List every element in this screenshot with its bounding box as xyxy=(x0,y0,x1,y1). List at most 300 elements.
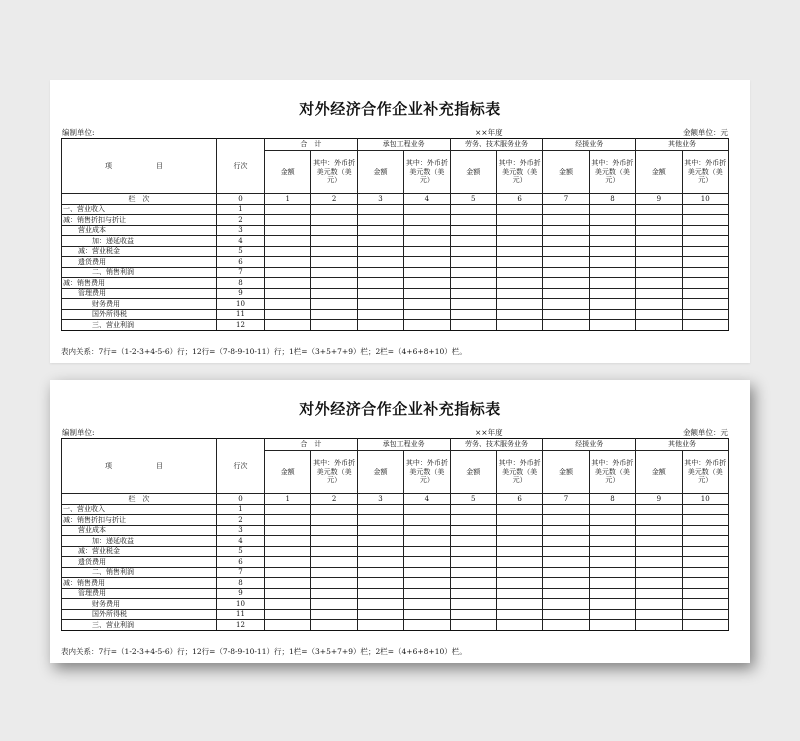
indicator-table xyxy=(61,438,729,631)
amount-unit-label: 金额单位：元 xyxy=(683,428,728,437)
amount-header: 金额 xyxy=(265,150,311,193)
amount-header: 金额 xyxy=(357,450,403,493)
value-cell[interactable] xyxy=(311,515,357,526)
value-cell[interactable] xyxy=(682,288,728,299)
value-cell[interactable] xyxy=(404,236,450,247)
value-cell[interactable] xyxy=(543,578,589,589)
value-cell[interactable] xyxy=(682,246,728,257)
value-cell[interactable] xyxy=(682,557,728,568)
item-header: 项 目 xyxy=(62,439,217,494)
value-cell[interactable] xyxy=(357,225,403,236)
value-cell[interactable] xyxy=(543,525,589,536)
table-row xyxy=(62,578,729,589)
value-cell[interactable] xyxy=(636,578,682,589)
value-cell[interactable] xyxy=(311,504,357,515)
value-cell[interactable] xyxy=(589,515,635,526)
value-cell[interactable] xyxy=(636,278,682,289)
value-cell[interactable] xyxy=(450,246,496,257)
foreign-currency-header: 其中：外币折美元数（美元） xyxy=(496,450,542,493)
value-cell[interactable] xyxy=(682,609,728,620)
value-cell[interactable] xyxy=(265,225,311,236)
value-cell[interactable] xyxy=(636,257,682,268)
row-number: 7 xyxy=(217,567,265,578)
value-cell[interactable] xyxy=(543,215,589,226)
row-label: 减：销售折扣与折让 xyxy=(62,515,217,526)
value-cell[interactable] xyxy=(636,320,682,331)
value-cell[interactable] xyxy=(311,546,357,557)
value-cell[interactable] xyxy=(311,536,357,547)
value-cell[interactable] xyxy=(496,515,542,526)
foreign-currency-header: 其中：外币折美元数（美元） xyxy=(682,450,728,493)
value-cell[interactable] xyxy=(450,236,496,247)
value-cell[interactable] xyxy=(682,546,728,557)
value-cell[interactable] xyxy=(496,578,542,589)
value-cell[interactable] xyxy=(357,204,403,215)
value-cell[interactable] xyxy=(589,299,635,310)
value-cell[interactable] xyxy=(496,588,542,599)
value-cell[interactable] xyxy=(682,525,728,536)
value-cell[interactable] xyxy=(450,567,496,578)
value-cell[interactable] xyxy=(496,536,542,547)
row-label: 加：递延收益 xyxy=(62,536,217,547)
value-cell[interactable] xyxy=(311,257,357,268)
value-cell[interactable] xyxy=(404,620,450,631)
value-cell[interactable] xyxy=(311,525,357,536)
value-cell[interactable] xyxy=(543,267,589,278)
value-cell[interactable] xyxy=(543,504,589,515)
table-row xyxy=(62,320,729,331)
value-cell[interactable] xyxy=(543,599,589,610)
value-cell[interactable] xyxy=(311,557,357,568)
value-cell[interactable] xyxy=(636,609,682,620)
value-cell[interactable] xyxy=(450,546,496,557)
table-row xyxy=(62,236,729,247)
value-cell[interactable] xyxy=(543,320,589,331)
table-row xyxy=(62,588,729,599)
value-cell[interactable] xyxy=(636,620,682,631)
value-cell[interactable] xyxy=(265,546,311,557)
value-cell[interactable] xyxy=(450,257,496,268)
value-cell[interactable] xyxy=(404,204,450,215)
value-cell[interactable] xyxy=(311,288,357,299)
value-cell[interactable] xyxy=(404,588,450,599)
table-row xyxy=(62,620,729,631)
row-label: 管理费用 xyxy=(62,588,217,599)
column-number: 7 xyxy=(543,194,589,205)
value-cell[interactable] xyxy=(682,257,728,268)
value-cell[interactable] xyxy=(589,588,635,599)
value-cell[interactable] xyxy=(311,215,357,226)
value-cell[interactable] xyxy=(265,236,311,247)
value-cell[interactable] xyxy=(357,309,403,320)
value-cell[interactable] xyxy=(265,620,311,631)
value-cell[interactable] xyxy=(636,567,682,578)
value-cell[interactable] xyxy=(311,578,357,589)
value-cell[interactable] xyxy=(357,620,403,631)
value-cell[interactable] xyxy=(543,557,589,568)
table-row xyxy=(62,225,729,236)
value-cell[interactable] xyxy=(450,620,496,631)
value-cell[interactable] xyxy=(682,536,728,547)
value-cell[interactable] xyxy=(543,236,589,247)
value-cell[interactable] xyxy=(404,246,450,257)
value-cell[interactable] xyxy=(357,536,403,547)
value-cell[interactable] xyxy=(682,215,728,226)
value-cell[interactable] xyxy=(589,309,635,320)
value-cell[interactable] xyxy=(311,320,357,331)
value-cell[interactable] xyxy=(404,557,450,568)
value-cell[interactable] xyxy=(357,609,403,620)
value-cell[interactable] xyxy=(265,278,311,289)
compiling-unit-label: 编制单位: xyxy=(62,428,95,437)
value-cell[interactable] xyxy=(357,288,403,299)
value-cell[interactable] xyxy=(682,267,728,278)
value-cell[interactable] xyxy=(682,278,728,289)
value-cell[interactable] xyxy=(682,504,728,515)
value-cell[interactable] xyxy=(404,578,450,589)
value-cell[interactable] xyxy=(682,578,728,589)
value-cell[interactable] xyxy=(589,278,635,289)
value-cell[interactable] xyxy=(543,588,589,599)
value-cell[interactable] xyxy=(636,236,682,247)
value-cell[interactable] xyxy=(265,504,311,515)
value-cell[interactable] xyxy=(589,620,635,631)
value-cell[interactable] xyxy=(543,299,589,310)
row-number: 8 xyxy=(217,278,265,289)
year-label: ××年度 xyxy=(475,428,503,437)
value-cell[interactable] xyxy=(636,299,682,310)
value-cell[interactable] xyxy=(682,515,728,526)
value-cell[interactable] xyxy=(543,257,589,268)
value-cell[interactable] xyxy=(450,504,496,515)
value-cell[interactable] xyxy=(265,320,311,331)
value-cell[interactable] xyxy=(357,267,403,278)
value-cell[interactable] xyxy=(636,515,682,526)
value-cell[interactable] xyxy=(404,536,450,547)
foreign-currency-header: 其中：外币折美元数（美元） xyxy=(404,150,450,193)
value-cell[interactable] xyxy=(265,288,311,299)
value-cell[interactable] xyxy=(543,567,589,578)
value-cell[interactable] xyxy=(311,567,357,578)
value-cell[interactable] xyxy=(682,320,728,331)
value-cell[interactable] xyxy=(357,504,403,515)
value-cell[interactable] xyxy=(311,599,357,610)
value-cell[interactable] xyxy=(589,546,635,557)
value-cell[interactable] xyxy=(311,267,357,278)
value-cell[interactable] xyxy=(450,588,496,599)
value-cell[interactable] xyxy=(589,267,635,278)
value-cell[interactable] xyxy=(265,309,311,320)
table-row xyxy=(62,515,729,526)
row-number: 12 xyxy=(217,620,265,631)
value-cell[interactable] xyxy=(404,309,450,320)
table-row xyxy=(62,599,729,610)
value-cell[interactable] xyxy=(450,515,496,526)
value-cell[interactable] xyxy=(404,267,450,278)
value-cell[interactable] xyxy=(357,515,403,526)
value-cell[interactable] xyxy=(589,257,635,268)
value-cell[interactable] xyxy=(311,309,357,320)
value-cell[interactable] xyxy=(265,204,311,215)
value-cell[interactable] xyxy=(357,320,403,331)
value-cell[interactable] xyxy=(265,246,311,257)
row-number: 11 xyxy=(217,609,265,620)
column-number: 6 xyxy=(496,194,542,205)
value-cell[interactable] xyxy=(265,578,311,589)
value-cell[interactable] xyxy=(589,225,635,236)
value-cell[interactable] xyxy=(404,504,450,515)
value-cell[interactable] xyxy=(404,320,450,331)
value-cell[interactable] xyxy=(589,599,635,610)
table-row xyxy=(62,557,729,568)
value-cell[interactable] xyxy=(450,536,496,547)
value-cell[interactable] xyxy=(450,278,496,289)
value-cell[interactable] xyxy=(543,546,589,557)
value-cell[interactable] xyxy=(265,267,311,278)
value-cell[interactable] xyxy=(589,536,635,547)
value-cell[interactable] xyxy=(311,299,357,310)
row-number: 4 xyxy=(217,236,265,247)
value-cell[interactable] xyxy=(636,225,682,236)
value-cell[interactable] xyxy=(496,257,542,268)
value-cell[interactable] xyxy=(543,620,589,631)
value-cell[interactable] xyxy=(589,504,635,515)
value-cell[interactable] xyxy=(589,578,635,589)
value-cell[interactable] xyxy=(636,525,682,536)
row-number: 5 xyxy=(217,546,265,557)
value-cell[interactable] xyxy=(589,288,635,299)
item-header: 项 目 xyxy=(62,139,217,194)
value-cell[interactable] xyxy=(682,204,728,215)
header-row xyxy=(62,139,729,151)
table-row xyxy=(62,567,729,578)
value-cell[interactable] xyxy=(357,246,403,257)
value-cell[interactable] xyxy=(682,309,728,320)
value-cell[interactable] xyxy=(404,257,450,268)
value-cell[interactable] xyxy=(450,215,496,226)
value-cell[interactable] xyxy=(265,536,311,547)
value-cell[interactable] xyxy=(496,225,542,236)
value-cell[interactable] xyxy=(636,267,682,278)
value-cell[interactable] xyxy=(496,546,542,557)
value-cell[interactable] xyxy=(543,309,589,320)
report-sheet-2 xyxy=(50,380,750,663)
value-cell[interactable] xyxy=(636,246,682,257)
value-cell[interactable] xyxy=(636,309,682,320)
value-cell[interactable] xyxy=(682,599,728,610)
value-cell[interactable] xyxy=(589,215,635,226)
value-cell[interactable] xyxy=(496,278,542,289)
value-cell[interactable] xyxy=(265,215,311,226)
value-cell[interactable] xyxy=(636,546,682,557)
table-row xyxy=(62,267,729,278)
value-cell[interactable] xyxy=(496,204,542,215)
value-cell[interactable] xyxy=(682,588,728,599)
value-cell[interactable] xyxy=(265,515,311,526)
value-cell[interactable] xyxy=(450,204,496,215)
value-cell[interactable] xyxy=(496,299,542,310)
value-cell[interactable] xyxy=(543,204,589,215)
value-cell[interactable] xyxy=(589,204,635,215)
row-label: 减：营业税金 xyxy=(62,546,217,557)
value-cell[interactable] xyxy=(404,525,450,536)
column-number-row xyxy=(62,194,729,205)
value-cell[interactable] xyxy=(496,609,542,620)
value-cell[interactable] xyxy=(311,609,357,620)
value-cell[interactable] xyxy=(636,588,682,599)
value-cell[interactable] xyxy=(682,620,728,631)
value-cell[interactable] xyxy=(404,567,450,578)
value-cell[interactable] xyxy=(265,257,311,268)
value-cell[interactable] xyxy=(543,225,589,236)
value-cell[interactable] xyxy=(496,236,542,247)
value-cell[interactable] xyxy=(357,567,403,578)
value-cell[interactable] xyxy=(496,246,542,257)
value-cell[interactable] xyxy=(450,578,496,589)
value-cell[interactable] xyxy=(636,504,682,515)
business-group-header: 劳务、技术服务业务 xyxy=(450,139,543,151)
value-cell[interactable] xyxy=(265,609,311,620)
value-cell[interactable] xyxy=(496,567,542,578)
column-number: 2 xyxy=(311,494,357,505)
value-cell[interactable] xyxy=(357,257,403,268)
row-label: 二、销售利润 xyxy=(62,567,217,578)
value-cell[interactable] xyxy=(450,599,496,610)
value-cell[interactable] xyxy=(357,578,403,589)
row-label: 二、销售利润 xyxy=(62,267,217,278)
value-cell[interactable] xyxy=(589,236,635,247)
value-cell[interactable] xyxy=(265,525,311,536)
value-cell[interactable] xyxy=(543,288,589,299)
value-cell[interactable] xyxy=(543,515,589,526)
value-cell[interactable] xyxy=(404,225,450,236)
amount-header: 金额 xyxy=(543,150,589,193)
value-cell[interactable] xyxy=(450,267,496,278)
value-cell[interactable] xyxy=(543,246,589,257)
value-cell[interactable] xyxy=(450,557,496,568)
value-cell[interactable] xyxy=(543,609,589,620)
value-cell[interactable] xyxy=(496,267,542,278)
row-number: 1 xyxy=(217,504,265,515)
value-cell[interactable] xyxy=(404,288,450,299)
report-sheet-1 xyxy=(50,80,750,363)
row-number: 3 xyxy=(217,225,265,236)
business-group-header: 合 计 xyxy=(265,139,358,151)
value-cell[interactable] xyxy=(357,278,403,289)
value-cell[interactable] xyxy=(404,278,450,289)
value-cell[interactable] xyxy=(450,525,496,536)
value-cell[interactable] xyxy=(682,236,728,247)
value-cell[interactable] xyxy=(450,320,496,331)
value-cell[interactable] xyxy=(357,236,403,247)
value-cell[interactable] xyxy=(636,599,682,610)
value-cell[interactable] xyxy=(357,299,403,310)
value-cell[interactable] xyxy=(357,215,403,226)
column-number: 1 xyxy=(265,494,311,505)
row-label: 财务费用 xyxy=(62,599,217,610)
value-cell[interactable] xyxy=(636,536,682,547)
business-group-header: 承包工程业务 xyxy=(357,439,450,451)
row-label: 三、营业利润 xyxy=(62,320,217,331)
value-cell[interactable] xyxy=(404,299,450,310)
value-cell[interactable] xyxy=(589,567,635,578)
value-cell[interactable] xyxy=(636,288,682,299)
row-label: 一、营业收入 xyxy=(62,204,217,215)
foreign-currency-header: 其中：外币折美元数（美元） xyxy=(589,450,635,493)
value-cell[interactable] xyxy=(496,557,542,568)
value-cell[interactable] xyxy=(589,557,635,568)
value-cell[interactable] xyxy=(357,599,403,610)
column-number: 8 xyxy=(589,194,635,205)
amount-header: 金额 xyxy=(357,150,403,193)
value-cell[interactable] xyxy=(311,588,357,599)
value-cell[interactable] xyxy=(404,515,450,526)
value-cell[interactable] xyxy=(682,225,728,236)
value-cell[interactable] xyxy=(311,236,357,247)
value-cell[interactable] xyxy=(265,557,311,568)
value-cell[interactable] xyxy=(450,609,496,620)
value-cell[interactable] xyxy=(636,204,682,215)
value-cell[interactable] xyxy=(450,225,496,236)
value-cell[interactable] xyxy=(636,557,682,568)
value-cell[interactable] xyxy=(496,320,542,331)
value-cell[interactable] xyxy=(589,609,635,620)
column-number: 7 xyxy=(543,494,589,505)
value-cell[interactable] xyxy=(589,320,635,331)
amount-unit-label: 金额单位：元 xyxy=(683,128,728,137)
value-cell[interactable] xyxy=(265,599,311,610)
value-cell[interactable] xyxy=(682,299,728,310)
column-number: 9 xyxy=(636,194,682,205)
value-cell[interactable] xyxy=(589,525,635,536)
value-cell[interactable] xyxy=(404,546,450,557)
value-cell[interactable] xyxy=(496,309,542,320)
value-cell[interactable] xyxy=(450,288,496,299)
value-cell[interactable] xyxy=(496,504,542,515)
value-cell[interactable] xyxy=(543,536,589,547)
value-cell[interactable] xyxy=(311,225,357,236)
value-cell[interactable] xyxy=(404,609,450,620)
value-cell[interactable] xyxy=(496,599,542,610)
column-number: 1 xyxy=(265,194,311,205)
value-cell[interactable] xyxy=(311,204,357,215)
value-cell[interactable] xyxy=(357,546,403,557)
value-cell[interactable] xyxy=(496,525,542,536)
value-cell[interactable] xyxy=(636,215,682,226)
value-cell[interactable] xyxy=(265,567,311,578)
value-cell[interactable] xyxy=(357,557,403,568)
value-cell[interactable] xyxy=(496,215,542,226)
value-cell[interactable] xyxy=(543,278,589,289)
value-cell[interactable] xyxy=(311,246,357,257)
value-cell[interactable] xyxy=(404,215,450,226)
value-cell[interactable] xyxy=(496,288,542,299)
value-cell[interactable] xyxy=(496,620,542,631)
value-cell[interactable] xyxy=(682,567,728,578)
column-number: 9 xyxy=(636,494,682,505)
value-cell[interactable] xyxy=(450,309,496,320)
value-cell[interactable] xyxy=(265,299,311,310)
value-cell[interactable] xyxy=(357,588,403,599)
value-cell[interactable] xyxy=(311,278,357,289)
value-cell[interactable] xyxy=(265,588,311,599)
value-cell[interactable] xyxy=(589,246,635,257)
value-cell[interactable] xyxy=(357,525,403,536)
row-number: 2 xyxy=(217,215,265,226)
value-cell[interactable] xyxy=(450,299,496,310)
value-cell[interactable] xyxy=(311,620,357,631)
value-cell[interactable] xyxy=(404,599,450,610)
